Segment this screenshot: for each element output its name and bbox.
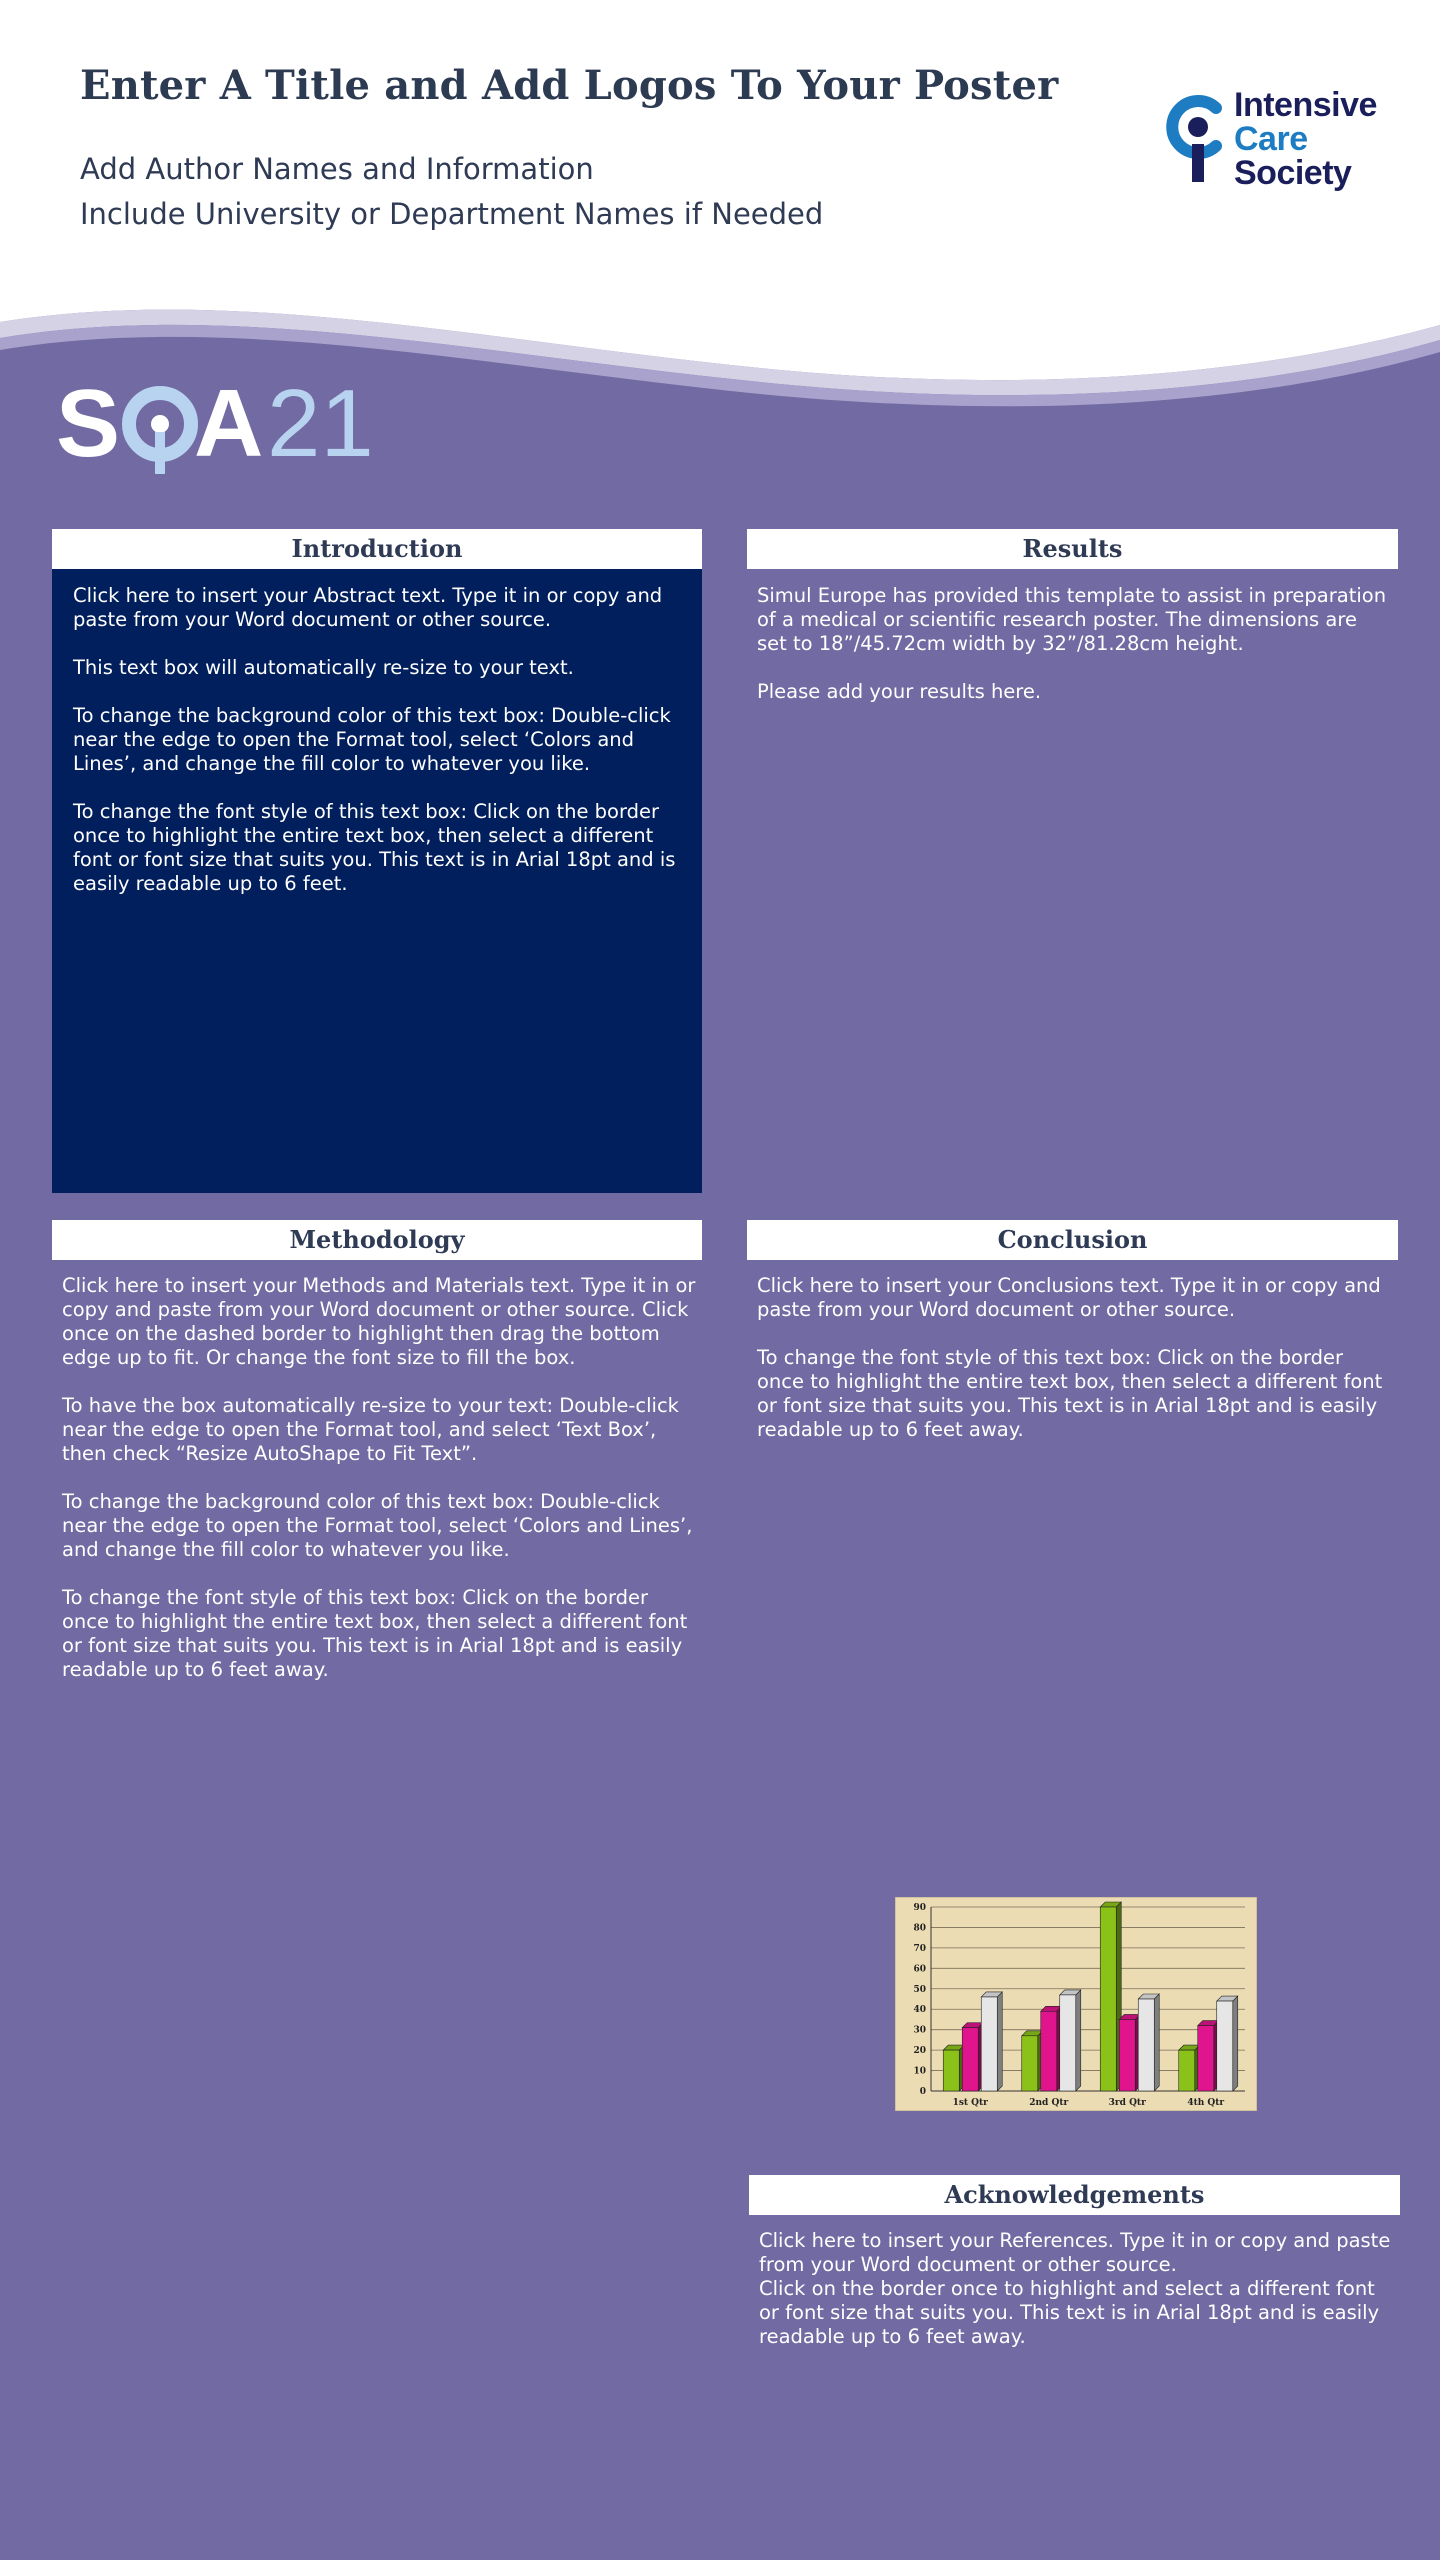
bar <box>1119 2019 1135 2091</box>
methodology-paragraph: To have the box automatically re-size to your text: Double-click near the edge to open the Format tool, and select ‘Text Box’, then check “Resize AutoShape to Fit Text”. <box>62 1394 679 1465</box>
bar <box>1100 1907 1116 2091</box>
y-tick-label: 20 <box>913 2046 926 2057</box>
sample-bar-chart <box>895 1897 1257 2111</box>
bar <box>962 2028 978 2091</box>
introduction-paragraph: To change the font style of this text box: Click on the border once to highlight the entire text box, then select a different font or font size that suits you. This text is in Arial 18pt and is easily readable up to 6 feet. <box>73 800 676 895</box>
bar <box>981 1997 997 2091</box>
bar <box>943 2050 959 2091</box>
y-tick-label: 60 <box>913 1964 926 1975</box>
conclusion-heading: Conclusion <box>747 1220 1398 1260</box>
results-paragraph: Simul Europe has provided this template to assist in preparation of a medical or scientific research poster. The dimensions are set to 18”/45.72cm width by 32”/81.28cm height. <box>757 584 1387 655</box>
ics-logo-word: Intensive <box>1234 86 1377 124</box>
intensive-care-society-logo <box>1164 88 1404 192</box>
bar <box>1217 2001 1233 2091</box>
introduction-paragraph: This text box will automatically re-size to your text. <box>73 656 574 679</box>
introduction-paragraph: To change the background color of this text box: Double-click near the edge to open the Format tool, select ‘Colors and Lines’, and change the fill color to whatever you like. <box>73 704 671 775</box>
department-names: Include University or Department Names if Needed <box>80 197 824 231</box>
poster-title: Enter A Title and Add Logos To Your Poster <box>80 62 1059 109</box>
y-tick-label: 30 <box>913 2025 926 2036</box>
ics-logo-word: Society <box>1234 154 1352 192</box>
acknowledgements-paragraph: Click here to insert your References. Type it in or copy and paste from your Word document or other source. <box>759 2229 1391 2276</box>
introduction-paragraph: Click here to insert your Abstract text. Type it in or copy and paste from your Word document or other source. <box>73 584 663 631</box>
conclusion-paragraph: Click here to insert your Conclusions text. Type it in or copy and paste from your Word document or other source. <box>757 1274 1381 1321</box>
svg-text:21: 21 <box>267 374 374 474</box>
bar-side <box>997 1992 1002 2091</box>
conclusion-paragraph: To change the font style of this text box: Click on the border once to highlight the entire text box, then select a different font or font size that suits you. This text is in Arial 18pt and is easily readable up to 6 feet away. <box>757 1346 1383 1441</box>
bar-side <box>1076 1990 1081 2091</box>
methodology-paragraph: To change the background color of this text box: Double-click near the edge to open the Format tool, select ‘Colors and Lines’, and change the fill color to whatever you like. <box>62 1490 693 1561</box>
x-tick-label: 3rd Qtr <box>1108 2098 1146 2108</box>
bar <box>1060 1995 1076 2091</box>
x-tick-label: 2nd Qtr <box>1029 2098 1069 2108</box>
methodology-paragraph: Click here to insert your Methods and Materials text. Type it in or copy and paste from your Word document or other source. Click once on the dashed border to highlight then drag the bottom edge up to fit. Or change the font size to fill the box. <box>62 1274 696 1369</box>
x-tick-label: 4th Qtr <box>1187 2098 1225 2108</box>
conclusion-body[interactable] <box>757 1274 1391 1466</box>
introduction-heading: Introduction <box>52 529 702 569</box>
bar <box>1198 2026 1214 2091</box>
y-tick-label: 50 <box>913 1984 926 1995</box>
ics-logo-word: Care <box>1234 120 1308 158</box>
author-names: Add Author Names and Information <box>80 152 594 186</box>
bar-side <box>1154 1994 1159 2091</box>
methodology-heading: Methodology <box>52 1220 702 1260</box>
y-tick-label: 40 <box>913 2005 926 2016</box>
y-tick-label: 0 <box>919 2087 926 2097</box>
methodology-paragraph: To change the font style of this text box: Click on the border once to highlight the entire text box, then select a different font or font size that suits you. This text is in Arial 18pt and is easily readable up to 6 feet away. <box>62 1586 688 1681</box>
acknowledgements-paragraph: Click on the border once to highlight and select a different font or font size that suits you. This text is in Arial 18pt and is easily readable up to 6 feet away. <box>759 2277 1380 2348</box>
soa21-event-logo <box>56 374 376 474</box>
svg-text:S: S <box>56 374 121 474</box>
acknowledgements-heading: Acknowledgements <box>749 2175 1400 2215</box>
ics-logo-mark-icon <box>1164 92 1228 188</box>
x-tick-label: 1st Qtr <box>952 2098 988 2108</box>
introduction-body[interactable] <box>73 584 685 920</box>
bar <box>1022 2036 1038 2091</box>
results-paragraph: Please add your results here. <box>757 680 1042 703</box>
y-tick-label: 70 <box>913 1943 926 1954</box>
bar <box>1041 2011 1057 2091</box>
y-tick-label: 80 <box>913 1923 926 1934</box>
svg-text:A: A <box>194 374 264 474</box>
methodology-body[interactable] <box>62 1274 696 1706</box>
bar <box>1138 1999 1154 2091</box>
results-body[interactable] <box>757 584 1391 728</box>
bar <box>1179 2050 1195 2091</box>
y-tick-label: 10 <box>913 2066 926 2077</box>
y-tick-label: 90 <box>913 1903 926 1913</box>
results-heading: Results <box>747 529 1398 569</box>
acknowledgements-body[interactable] <box>759 2229 1393 2349</box>
bar-side <box>1233 1996 1238 2091</box>
